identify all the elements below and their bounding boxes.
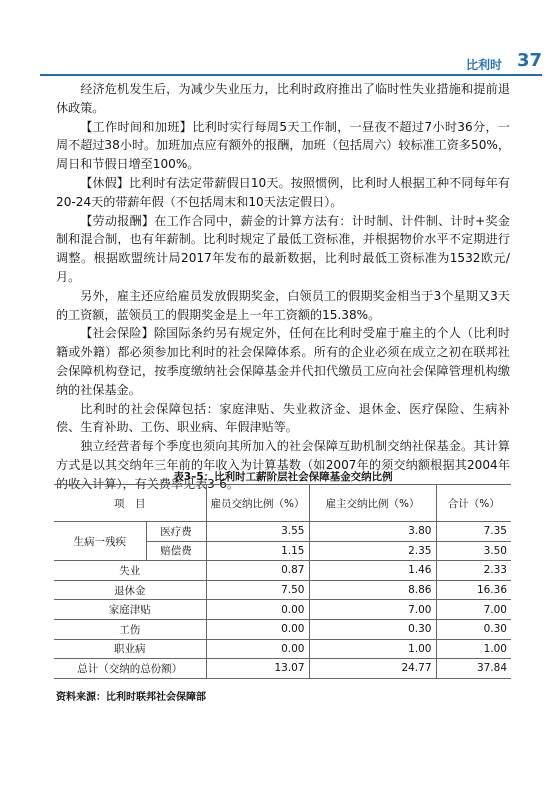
contribution-table bbox=[54, 484, 511, 679]
table-row bbox=[54, 600, 511, 620]
table-row bbox=[54, 522, 511, 542]
page-header bbox=[40, 50, 542, 74]
row-label: 家庭津贴 bbox=[54, 600, 206, 620]
running-title: 比利时 bbox=[465, 58, 502, 72]
paragraph: 独立经营者每个季度也须向其所加入的社会保障互助机制交纳社保基金。其计算方式是以其交纳年三年前的年收入为计算基数（如2007年的须交纳额根据其2004年的收入计算），有关费率见表3-6。 bbox=[56, 439, 510, 491]
table-row bbox=[54, 619, 511, 639]
cell-total: 1.00 bbox=[436, 639, 511, 659]
paragraph: 【休假】比利时有法定带薪假日10天。按照惯例，比利时人根据工种不同每年有20-24天的带薪年假（不包括周末和10天法定假日）。 bbox=[56, 175, 510, 209]
cell-total: 2.33 bbox=[436, 561, 511, 581]
paragraph: 比利时的社会保障包括：家庭津贴、失业救济金、退休金、医疗保险、生病补偿、生育补助、工伤、职业病、年假津贴等。 bbox=[56, 401, 510, 435]
cell-employee: 7.50 bbox=[206, 580, 309, 600]
header-rule bbox=[40, 74, 542, 76]
cell-employee: 3.55 bbox=[206, 522, 309, 542]
cell-total: 16.36 bbox=[436, 580, 511, 600]
paragraph: 【工作时间和加班】比利时实行每周5天工作制，一昼夜不超过7小时36分，一周不超过38小时。加班加点应有额外的报酬，加班（包括周六）较标准工资多50%，周日和节假日增至100%。 bbox=[56, 119, 510, 172]
cell-total: 37.84 bbox=[436, 659, 511, 679]
header-item: 项 目 bbox=[54, 485, 206, 522]
cell-employer: 1.00 bbox=[309, 639, 436, 659]
table-row bbox=[54, 639, 511, 659]
cell-total: 7.00 bbox=[436, 600, 511, 620]
header-employee: 雇员交纳比例（%） bbox=[206, 485, 309, 522]
body-text bbox=[56, 80, 510, 494]
paragraph: 经济危机发生后，为减少失业压力，比利时政府推出了临时性失业措施和提前退休政策。 bbox=[56, 82, 510, 115]
cell-employee: 1.15 bbox=[206, 541, 309, 561]
row-label: 工伤 bbox=[54, 619, 206, 639]
row-label: 职业病 bbox=[54, 639, 206, 659]
cell-total: 3.50 bbox=[436, 541, 511, 561]
row-label: 医疗费 bbox=[146, 522, 206, 542]
cell-employer: 0.30 bbox=[309, 619, 436, 639]
table-header-row bbox=[54, 485, 511, 522]
row-group-label: 生病一残疾 bbox=[54, 522, 146, 561]
cell-total: 7.35 bbox=[436, 522, 511, 542]
table-row bbox=[54, 580, 511, 600]
cell-employer: 8.86 bbox=[309, 580, 436, 600]
cell-employer: 3.80 bbox=[309, 522, 436, 542]
table-total-row bbox=[54, 659, 511, 679]
cell-employee: 13.07 bbox=[206, 659, 309, 679]
row-label: 赔偿费 bbox=[146, 541, 206, 561]
cell-employer: 24.77 bbox=[309, 659, 436, 679]
table-row bbox=[54, 561, 511, 581]
cell-employee: 0.87 bbox=[206, 561, 309, 581]
paragraph: 另外，雇主还应给雇员发放假期奖金，白领员工的假期奖金相当于3个星期又3天的工资额，蓝领员工的假期奖金是上一年工资额的15.38%。 bbox=[56, 288, 510, 322]
row-label: 退休金 bbox=[54, 580, 206, 600]
cell-employee: 0.00 bbox=[206, 600, 309, 620]
cell-total: 0.30 bbox=[436, 619, 511, 639]
row-label: 失业 bbox=[54, 561, 206, 581]
cell-employer: 2.35 bbox=[309, 541, 436, 561]
page-number: 37 bbox=[516, 50, 542, 71]
cell-employer: 1.46 bbox=[309, 561, 436, 581]
paragraph: 【劳动报酬】在工作合同中，薪金的计算方法有：计时制、计件制、计时+奖金制和混合制，也有年薪制。比利时规定了最低工资标准，并根据物价水平不定期进行调整。根据欧盟统计局2017年发布的最新数据，比利时最低工资标准为1532欧元/月。 bbox=[56, 213, 510, 284]
cell-employee: 0.00 bbox=[206, 639, 309, 659]
table-caption: 表3–5：比利时工薪阶层社会保障基金交纳比例 bbox=[173, 471, 393, 483]
cell-employee: 0.00 bbox=[206, 619, 309, 639]
cell-employer: 7.00 bbox=[309, 600, 436, 620]
source-note: 资料来源：比利时联邦社会保障部 bbox=[56, 692, 206, 703]
paragraph: 【社会保险】除国际条约另有规定外，任何在比利时受雇于雇主的个人（比利时籍或外籍）都必须参加比利时的社会保障体系。所有的企业必须在成立之初在联邦社会保障机构登记，按季度缴纳社会保障基金并代扣代缴员工应向社会保障管理机构缴纳的社保基金。 bbox=[56, 326, 510, 397]
row-label: 总计（交纳的总份额） bbox=[54, 659, 206, 679]
header-total: 合计（%） bbox=[436, 485, 511, 522]
header-employer: 雇主交纳比例（%） bbox=[309, 485, 436, 522]
